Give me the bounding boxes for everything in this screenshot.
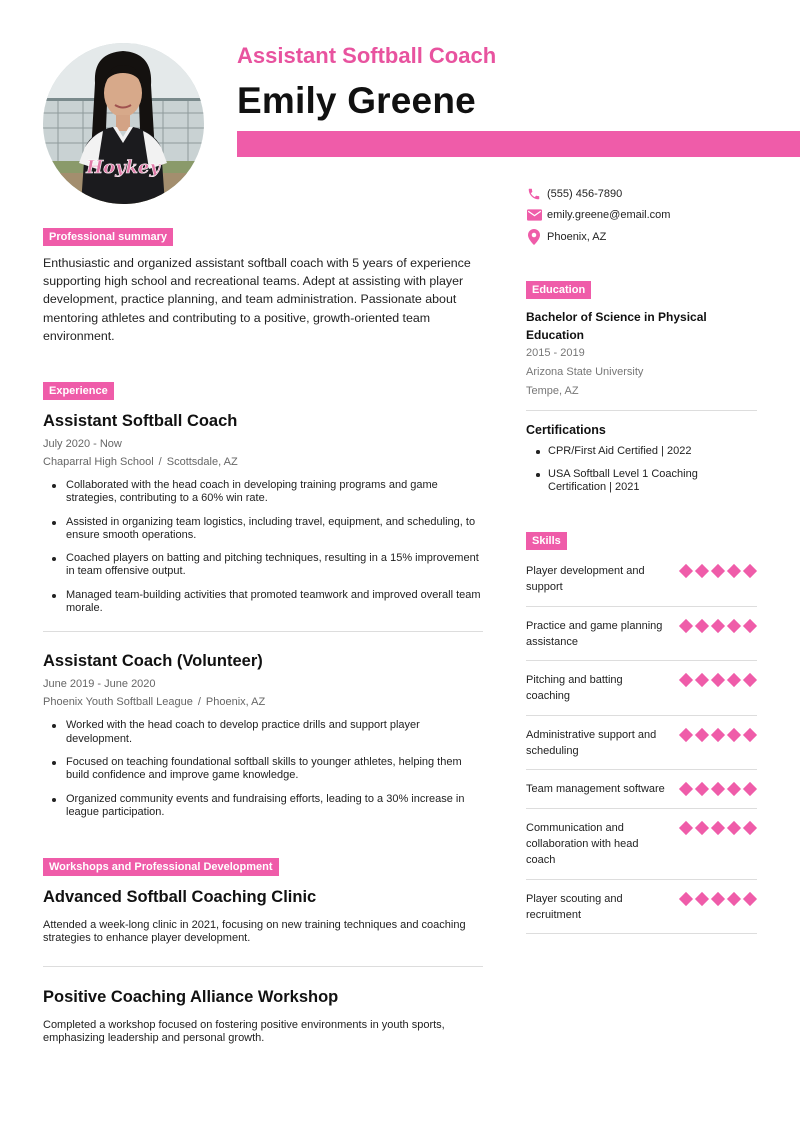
contact-email xyxy=(526,205,757,227)
rating-diamond-icon xyxy=(727,821,741,835)
svg-text:Hoykey: Hoykey xyxy=(86,157,160,178)
contact-section xyxy=(526,183,757,248)
rating-diamond-icon xyxy=(727,782,741,796)
section-divider xyxy=(526,410,757,411)
rating-diamond-icon xyxy=(727,673,741,687)
header-accent-bar xyxy=(237,131,800,157)
rating-diamond-icon xyxy=(743,619,757,633)
job-organization: Phoenix Youth Softball League xyxy=(43,696,193,709)
skill-rating xyxy=(681,566,757,576)
bullet-item: Worked with the head coach to develop practice drills and support player development. xyxy=(43,719,483,746)
skill-row xyxy=(526,880,757,935)
summary-section xyxy=(43,227,483,345)
rating-diamond-icon xyxy=(711,782,725,796)
location-text: Phoenix, AZ xyxy=(547,230,607,243)
rating-diamond-icon xyxy=(711,673,725,687)
education-degree: Bachelor of Science in Physical Education xyxy=(526,310,707,342)
rating-diamond-icon xyxy=(695,891,709,905)
job-dates: July 2020 - Now xyxy=(43,438,122,450)
rating-diamond-icon xyxy=(711,728,725,742)
certification-item: USA Softball Level 1 Coaching Certification | 2021 xyxy=(526,468,757,494)
certifications-heading: Certifications xyxy=(526,423,606,437)
section-divider xyxy=(43,631,483,632)
rating-diamond-icon xyxy=(743,891,757,905)
job-entry xyxy=(43,652,483,819)
bullet-item: Managed team-building activities that promoted teamwork and improved overall team morale. xyxy=(43,589,483,616)
bullet-item: Coached players on batting and pitching techniques, resulting in a 15% improvement in team offensive output. xyxy=(43,552,483,579)
workshop-title: Positive Coaching Alliance Workshop xyxy=(43,987,339,1006)
skill-name: Administrative support and scheduling xyxy=(526,728,657,758)
bullet-item: Collaborated with the head coach in developing training programs and game strategies, contributing to a 60% win rate. xyxy=(43,479,483,506)
rating-diamond-icon xyxy=(695,782,709,796)
section-heading-education: Education xyxy=(526,281,591,299)
experience-section xyxy=(43,381,483,829)
rating-diamond-icon xyxy=(695,619,709,633)
rating-diamond-icon xyxy=(679,891,693,905)
contact-phone xyxy=(526,183,757,205)
skill-rating xyxy=(681,675,757,685)
job-entry xyxy=(43,412,483,615)
skill-name: Pitching and batting coaching xyxy=(526,674,623,703)
job-title: Assistant Softball Coach xyxy=(237,43,497,68)
skill-row xyxy=(526,661,757,716)
education-dates: 2015 - 2019 xyxy=(526,347,585,359)
skill-row xyxy=(526,770,757,808)
rating-diamond-icon xyxy=(695,728,709,742)
rating-diamond-icon xyxy=(679,821,693,835)
rating-diamond-icon xyxy=(727,728,741,742)
skills-section xyxy=(526,531,757,934)
skill-row xyxy=(526,809,757,880)
rating-diamond-icon xyxy=(695,821,709,835)
job-location: Scottsdale, AZ xyxy=(166,456,238,468)
skill-rating xyxy=(681,621,757,631)
section-heading-experience: Experience xyxy=(43,382,114,400)
skill-name: Player development and support xyxy=(526,565,645,594)
education-school: Arizona State University xyxy=(526,366,644,378)
rating-diamond-icon xyxy=(679,673,693,687)
rating-diamond-icon xyxy=(743,821,757,835)
job-org-line xyxy=(43,695,483,709)
job-title-entry: Assistant Softball Coach xyxy=(43,412,238,430)
workshop-description: Attended a week-long clinic in 2021, focusing on new training techniques and coaching strategies to enhance player development. xyxy=(43,919,466,945)
education-section xyxy=(526,280,757,504)
workshops-section xyxy=(43,857,483,1045)
section-heading-skills: Skills xyxy=(526,532,567,550)
rating-diamond-icon xyxy=(711,564,725,578)
bullet-item: Assisted in organizing team logistics, including travel, equipment, and scheduling, to ensure smooth operations. xyxy=(43,516,483,543)
workshop-entry xyxy=(43,988,483,1046)
separator: / xyxy=(158,456,162,468)
rating-diamond-icon xyxy=(695,564,709,578)
bullet-item: Focused on teaching foundational softball skills to younger athletes, helping them build confidence and improve game knowledge. xyxy=(43,756,483,783)
skill-rating xyxy=(681,823,757,833)
section-heading-workshops: Workshops and Professional Development xyxy=(43,858,279,876)
rating-diamond-icon xyxy=(695,673,709,687)
candidate-name: Emily Greene xyxy=(237,80,476,121)
job-dates: June 2019 - June 2020 xyxy=(43,678,156,691)
skills-list xyxy=(526,552,757,934)
education-location: Tempe, AZ xyxy=(526,385,579,397)
rating-diamond-icon xyxy=(711,891,725,905)
rating-diamond-icon xyxy=(727,891,741,905)
rating-diamond-icon xyxy=(743,782,757,796)
skill-rating xyxy=(681,894,757,904)
bullet-item: Organized community events and fundraising efforts, leading to a 30% increase in league participation. xyxy=(43,793,483,820)
profile-photo xyxy=(43,43,204,204)
skill-name: Practice and game planning assistance xyxy=(526,619,663,648)
job-location: Phoenix, AZ xyxy=(205,696,266,709)
workshop-entry xyxy=(43,888,483,946)
skill-name: Team management software xyxy=(526,783,665,796)
rating-diamond-icon xyxy=(743,673,757,687)
skill-name: Communication and collaboration with head coach xyxy=(526,821,639,867)
skill-rating xyxy=(681,730,757,740)
rating-diamond-icon xyxy=(727,564,741,578)
job-organization: Chaparral High School xyxy=(43,456,154,468)
rating-diamond-icon xyxy=(743,728,757,742)
certifications-list xyxy=(526,445,757,494)
summary-text: Enthusiastic and organized assistant softball coach with 5 years of experience supporting high school and recreational teams. Adept at assisting with player development, practice planning, and team administration. Passionate about mentoring athletes and contributing to a positive, growth-oriented team environment. xyxy=(43,256,471,343)
rating-diamond-icon xyxy=(679,564,693,578)
skill-row xyxy=(526,716,757,771)
rating-diamond-icon xyxy=(711,619,725,633)
rating-diamond-icon xyxy=(679,619,693,633)
rating-diamond-icon xyxy=(743,564,757,578)
skill-name: Player scouting and recruitment xyxy=(526,892,623,921)
section-heading-summary: Professional summary xyxy=(43,228,173,246)
contact-location xyxy=(526,226,757,248)
job-bullets xyxy=(43,479,483,615)
workshop-title: Advanced Softball Coaching Clinic xyxy=(43,888,317,906)
skill-rating xyxy=(681,784,757,794)
email-icon xyxy=(526,207,542,223)
rating-diamond-icon xyxy=(679,728,693,742)
phone-number[interactable]: (555) 456-7890 xyxy=(547,187,623,200)
workshop-description: Completed a workshop focused on fostering positive environments in youth sports, emphasizing leadership and personal growth. xyxy=(43,1018,445,1044)
job-org-line xyxy=(43,455,483,469)
certification-item: CPR/First Aid Certified | 2022 xyxy=(526,445,757,458)
location-pin-icon xyxy=(526,229,542,245)
job-title-entry: Assistant Coach (Volunteer) xyxy=(43,652,263,671)
phone-icon xyxy=(526,186,542,202)
skill-row xyxy=(526,552,757,607)
rating-diamond-icon xyxy=(679,782,693,796)
job-bullets xyxy=(43,719,483,819)
rating-diamond-icon xyxy=(727,619,741,633)
email-address[interactable]: emily.greene@email.com xyxy=(547,209,671,222)
rating-diamond-icon xyxy=(711,821,725,835)
section-divider xyxy=(43,966,483,967)
skill-row xyxy=(526,607,757,662)
separator: / xyxy=(197,696,201,709)
